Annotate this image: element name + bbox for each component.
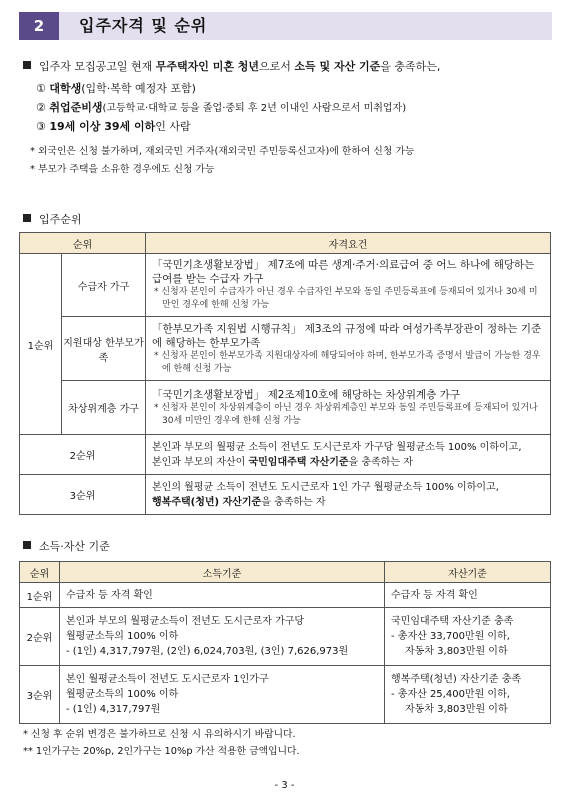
intro-item: ② 취업준비생(고등학교·대학교 등을 졸업·중퇴 후 2년 이내인 사람으로서 미취업자) — [36, 101, 407, 114]
asset-cell: 국민임대주택 자산기준 충족 - 총자산 33,700만원 이하, 자동차 3,803만원 이하 — [385, 608, 551, 666]
col-header-rank: 순위 — [20, 233, 146, 254]
square-bullet-icon — [23, 61, 31, 69]
criteria-heading: 소득·자산 기준 — [23, 538, 110, 554]
category-label: 지원대상 한부모가족 — [62, 317, 146, 381]
qualification-cell: 본인의 월평균 소득이 전년도 도시근로자 1인 가구 월평균소득 100% 이하이고, 행복주택(청년) 자산기준을 충족하는 자 — [146, 475, 551, 515]
rank-label: 3순위 — [20, 666, 60, 724]
col-header-qualification: 자격요건 — [146, 233, 551, 254]
rank-label: 2순위 — [20, 608, 60, 666]
priority-table — [19, 232, 551, 515]
qualification-cell: 「국민기초생활보장법」 제7조에 따른 생계·주거·의료급여 중 어느 하나에 해당하는 급여를 받는 수급자 가구 * 신청자 본인이 수급자가 아닌 경우 수급자인 부모와 동일 주민등록표에 등재되어 있거나 30세 미만인 경우에 한해 신청 가능 — [146, 254, 551, 317]
rank-label: 1순위 — [20, 254, 62, 435]
table-row — [20, 435, 551, 475]
rank-label: 2순위 — [20, 435, 146, 475]
rank-label: 3순위 — [20, 475, 146, 515]
qualification-cell: 「국민기초생활보장법」 제2조제10호에 해당하는 차상위계층 가구 * 신청자 본인이 차상위계층이 아닌 경우 차상위계층인 부모와 동일 주민등록표에 등재되어 있거나 30세 미만인 경우에 한해 신청 가능 — [146, 381, 551, 435]
table-row — [20, 381, 551, 435]
asset-cell: 행복주택(청년) 자산기준 충족 - 총자산 25,400만원 이하, 자동차 3,803만원 이하 — [385, 666, 551, 724]
section-number: 2 — [19, 12, 59, 40]
priority-heading: 입주순위 — [23, 211, 82, 227]
section-title: 입주자격 및 순위 — [79, 16, 208, 35]
table-row — [20, 583, 551, 608]
col-header-rank: 순위 — [20, 562, 60, 583]
category-label: 수급자 가구 — [62, 254, 146, 317]
intro-item: ① 대학생(입학·복학 예정자 포함) — [36, 82, 196, 95]
table-row — [20, 317, 551, 381]
category-label: 차상위계층 가구 — [62, 381, 146, 435]
table-row — [20, 666, 551, 724]
criteria-note: * 신청 후 순위 변경은 불가하므로 신청 시 유의하시기 바랍니다. — [23, 729, 296, 740]
intro-note: * 부모가 주택을 소유한 경우에도 신청 가능 — [30, 164, 215, 175]
col-header-income: 소득기준 — [60, 562, 385, 583]
criteria-note: ** 1인가구는 20%p, 2인가구는 10%p 가산 적용한 금액입니다. — [23, 746, 300, 757]
intro-text: 입주자 모집공고일 현재 무주택자인 미혼 청년으로서 소득 및 자산 기준을 충족하는, — [23, 58, 440, 74]
asset-cell: 수급자 등 자격 확인 — [385, 583, 551, 608]
income-cell: 본인 월평균소득이 전년도 도시근로자 1인가구 월평균소득의 100% 이하 - (1인) 4,317,797원 — [60, 666, 385, 724]
income-cell: 본인과 부모의 월평균소득이 전년도 도시근로자 가구당 월평균소득의 100% 이하 - (1인) 4,317,797원, (2인) 6,024,703원, (3인) 7,626,973원 — [60, 608, 385, 666]
qualification-cell: 본인과 부모의 월평균 소득이 전년도 도시근로자 가구당 월평균소득 100% 이하이고, 본인과 부모의 자산이 국민임대주택 자산기준을 충족하는 자 — [146, 435, 551, 475]
intro-item: ③ 19세 이상 39세 이하인 사람 — [36, 120, 191, 133]
criteria-table — [19, 561, 551, 724]
table-row — [20, 254, 551, 317]
qualification-cell: 「한부모가족 지원법 시행규칙」 제3조의 규정에 따라 여성가족부장관이 정하는 기준에 해당하는 한부모가족 * 신청자 본인이 한부모가족 지원대상자에 해당되어야 하며, 한부모가족 증명서 발급이 가능한 경우에 한해 신청 가능 — [146, 317, 551, 381]
table-row — [20, 475, 551, 515]
section-header — [19, 12, 552, 40]
table-row — [20, 608, 551, 666]
rank-label: 1순위 — [20, 583, 60, 608]
col-header-asset: 자산기준 — [385, 562, 551, 583]
page-number: - 3 - — [274, 780, 295, 791]
square-bullet-icon — [23, 541, 31, 549]
income-cell: 수급자 등 자격 확인 — [60, 583, 385, 608]
square-bullet-icon — [23, 214, 31, 222]
intro-note: * 외국인은 신청 불가하며, 재외국민 거주자(재외국민 주민등록신고자)에 한하여 신청 가능 — [30, 146, 415, 157]
